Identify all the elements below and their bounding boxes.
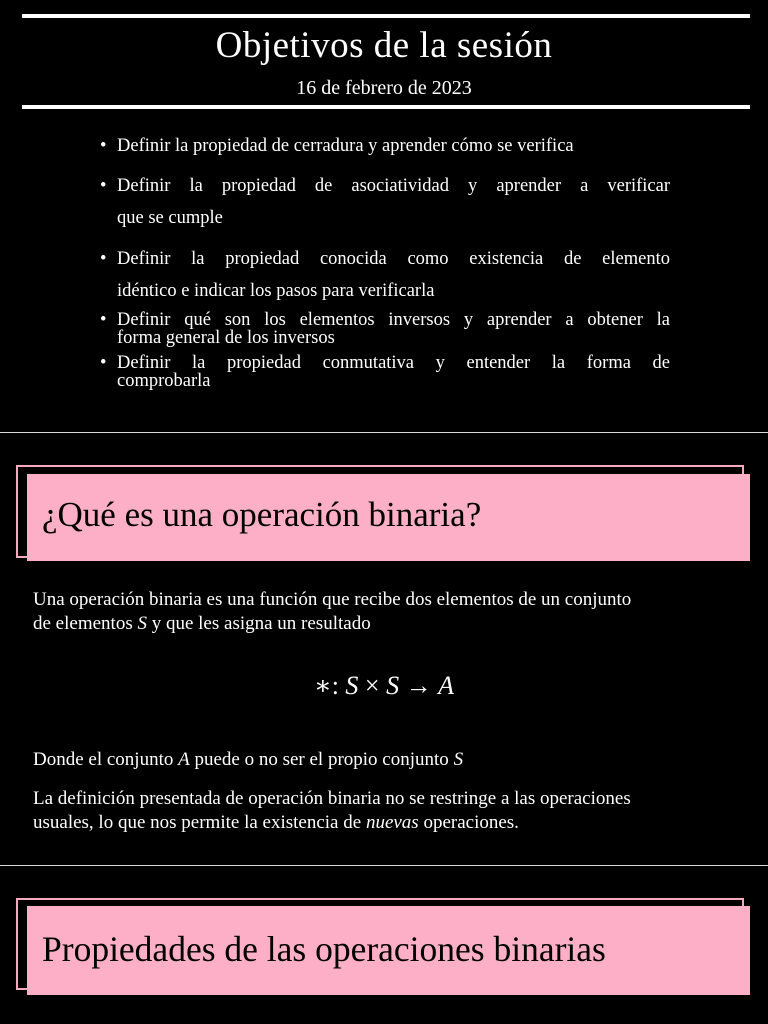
bullet-icon: • bbox=[100, 176, 107, 196]
list-item-text: Definir la propiedad de cerradura y aprender cómo se verifica bbox=[117, 136, 574, 156]
codomain-paragraph: Donde el conjunto A puede o no ser el propio conjunto S bbox=[33, 749, 464, 770]
emphasis-nuevas: nuevas bbox=[365, 812, 419, 833]
slide-title: Objetivos de la sesión bbox=[215, 25, 553, 66]
bullet-icon: • bbox=[100, 136, 107, 156]
slide-operacion-binaria bbox=[0, 434, 768, 864]
list-item bbox=[100, 243, 670, 307]
list-item bbox=[100, 355, 670, 390]
title-box-face bbox=[27, 474, 750, 561]
bullet-icon: • bbox=[100, 249, 107, 269]
list-item bbox=[100, 312, 670, 347]
slide-separator bbox=[0, 432, 768, 433]
list-item-text: forma general de los inversos bbox=[117, 327, 335, 348]
set-s-symbol: S bbox=[453, 749, 464, 770]
list-item-text: Definir la propiedad conmutativa y entender la forma de bbox=[117, 353, 670, 373]
definition-paragraph bbox=[33, 588, 743, 636]
slide-title: Propiedades de las operaciones binarias bbox=[42, 929, 606, 969]
slide-title: ¿Qué es una operación binaria? bbox=[42, 495, 482, 534]
list-item-text: idéntico e indicar los pasos para verificarla bbox=[117, 281, 435, 301]
top-rule bbox=[22, 14, 750, 18]
list-item-text: Definir la propiedad de asociatividad y aprender a verificar bbox=[117, 176, 670, 196]
slide-date: 16 de febrero de 2023 bbox=[296, 77, 472, 99]
bullet-icon: • bbox=[100, 353, 107, 373]
list-item-text: Definir qué son los elementos inversos y aprender a obtener la bbox=[117, 310, 670, 330]
generalization-paragraph bbox=[33, 787, 743, 835]
slide-propiedades bbox=[0, 866, 768, 1024]
set-a-symbol: A bbox=[178, 749, 190, 770]
list-item-text: comprobarla bbox=[117, 370, 211, 391]
definition-line: Una operación binaria es una función que recibe dos elementos de un conjunto bbox=[33, 589, 632, 610]
bottom-rule bbox=[22, 105, 750, 109]
generalization-line: La definición presentada de operación binaria no se restringe a las operaciones bbox=[33, 788, 631, 809]
definition-line: de elementos S y que les asigna un resultado bbox=[33, 613, 371, 634]
list-item-text: Definir la propiedad conocida como existencia de elemento bbox=[117, 249, 670, 269]
list-item-text: que se cumple bbox=[117, 208, 223, 228]
generalization-line: usuales, lo que nos permite la existencia de nuevas operaciones. bbox=[33, 812, 519, 833]
binary-operation-formula: ∗: S × S → A bbox=[314, 671, 454, 700]
list-item bbox=[100, 130, 670, 162]
set-s-symbol: S bbox=[137, 613, 147, 634]
slide-objetivos bbox=[0, 0, 768, 432]
list-item bbox=[100, 170, 670, 234]
title-box-face bbox=[27, 906, 750, 995]
bullet-icon: • bbox=[100, 310, 107, 330]
